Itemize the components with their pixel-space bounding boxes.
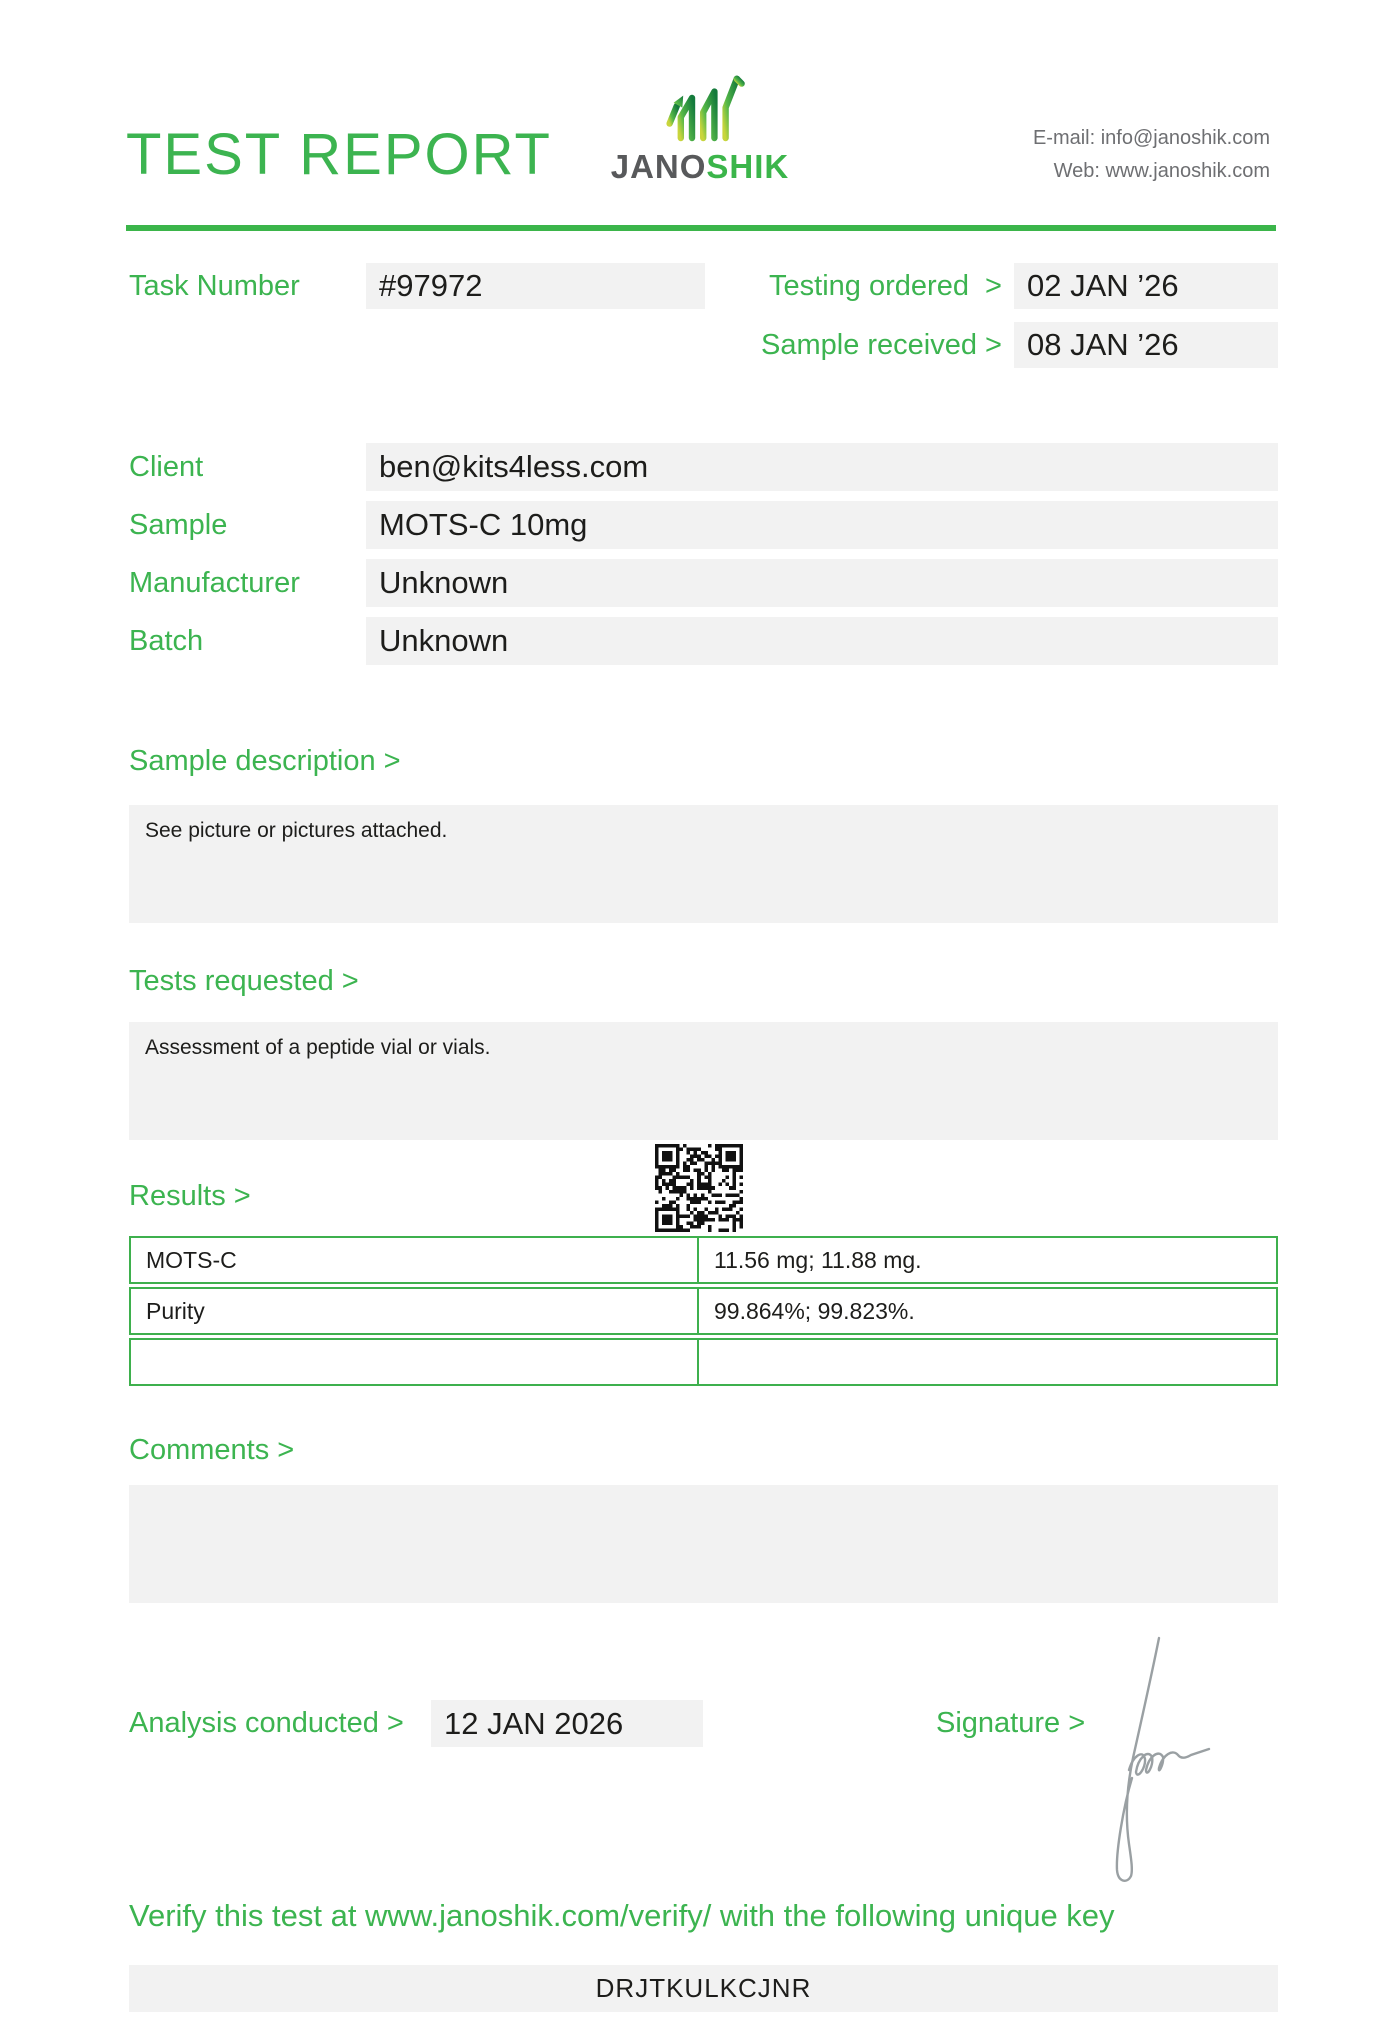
task-number-value: #97972 (366, 263, 705, 309)
sample-description-box: See picture or pictures attached. (129, 805, 1278, 923)
batch-label: Batch (129, 624, 204, 657)
analysis-date-value: 12 JAN 2026 (431, 1700, 703, 1747)
table-row (129, 1287, 1278, 1335)
contact-info (1033, 122, 1270, 188)
tests-requested-box: Assessment of a peptide vial or vials. (129, 1022, 1278, 1140)
analysis-conducted-label: Analysis conducted > (129, 1707, 404, 1739)
result-value-cell: 99.864%; 99.823%. (697, 1287, 1278, 1335)
table-row (129, 1236, 1278, 1284)
verify-instruction: Verify this test at www.janoshik.com/verify/ with the following unique key (129, 1898, 1115, 1933)
qr-code (655, 1144, 743, 1232)
result-name-cell (129, 1338, 699, 1386)
results-table (129, 1236, 1278, 1389)
testing-ordered-value: 02 JAN ’26 (1014, 263, 1278, 309)
sample-received-label: Sample received > (761, 328, 1002, 361)
result-value-cell: 11.56 mg; 11.88 mg. (697, 1236, 1278, 1284)
result-value-cell (697, 1338, 1278, 1386)
sample-value: MOTS-C 10mg (366, 501, 1278, 549)
tests-requested-heading: Tests requested > (129, 964, 359, 997)
janoshik-chart-icon (652, 66, 748, 146)
janoshik-logo (600, 66, 800, 186)
result-name-cell: Purity (129, 1287, 699, 1335)
batch-value: Unknown (366, 617, 1278, 665)
header-divider (126, 225, 1276, 231)
manufacturer-value: Unknown (366, 559, 1278, 607)
comments-box (129, 1485, 1278, 1603)
sample-description-heading: Sample description > (129, 744, 401, 777)
signature-scribble (1085, 1630, 1235, 1892)
wordmark-left: JANO (610, 148, 707, 185)
task-number-label: Task Number (129, 269, 300, 302)
signature-label: Signature > (936, 1707, 1086, 1739)
contact-web: Web: www.janoshik.com (1053, 160, 1270, 182)
client-label: Client (129, 450, 204, 483)
unique-key-box (129, 1965, 1278, 2012)
testing-ordered-label: Testing ordered > (769, 269, 1002, 302)
client-value: ben@kits4less.com (366, 443, 1278, 491)
janoshik-wordmark (600, 148, 800, 186)
sample-received-value: 08 JAN ’26 (1014, 322, 1278, 368)
results-heading: Results > (129, 1179, 251, 1212)
wordmark-right: SHIK (706, 148, 790, 185)
table-row (129, 1338, 1278, 1386)
sample-label: Sample (129, 508, 228, 541)
manufacturer-label: Manufacturer (129, 566, 300, 599)
result-name-cell: MOTS-C (129, 1236, 699, 1284)
unique-key-value: DRJTKULKCJNR (595, 1973, 812, 2003)
comments-heading: Comments > (129, 1433, 295, 1466)
contact-email: E-mail: info@janoshik.com (1032, 127, 1270, 149)
page-title: TEST REPORT (126, 122, 552, 187)
